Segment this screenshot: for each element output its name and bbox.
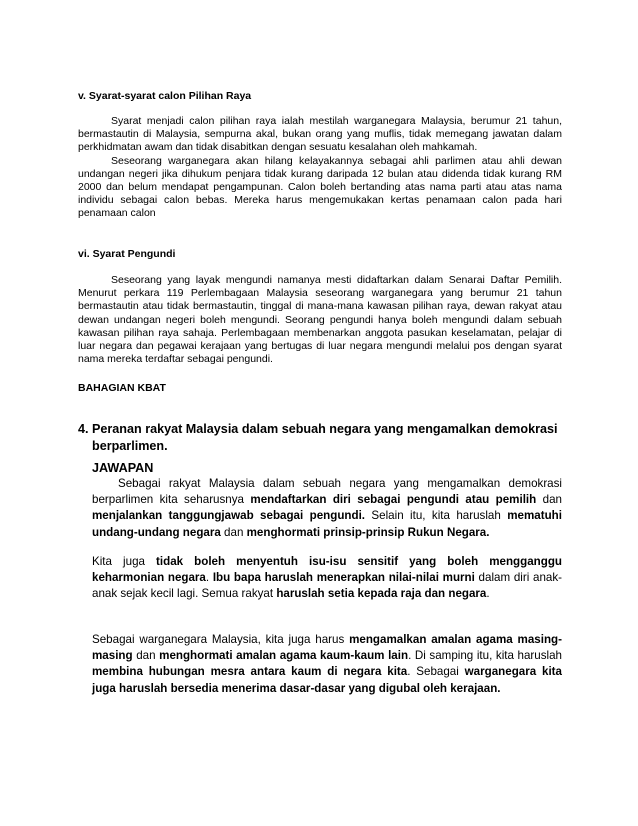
section-v-heading: v. Syarat-syarat calon Pilihan Raya <box>78 90 252 102</box>
answer-p1-bold-1: mendaftarkan diri sebagai pengundi atau pemilih <box>250 493 537 507</box>
answer-p2-bold-1: tidak boleh menyentuh isu-isu sensitif yang boleh mengganggu keharmonian negara <box>92 555 562 585</box>
section-v-paragraph-1: Syarat menjadi calon pilihan raya ialah mestilah warganegara Malaysia, berumur 21 tahun, bermastautin di Malaysia, sempurna akal, bukan orang yang muflis, tidak memegang jawatan dalam perkhidmatan awam dan tidak disabitkan dengan sesuatu kesalahan oleh mahkamah. <box>78 115 562 154</box>
question-line-2: berparlimen. <box>92 439 168 453</box>
answer-p2-text-4: . <box>486 587 490 601</box>
question-number: 4. <box>78 422 89 436</box>
answer-p2-text-2: . <box>205 571 213 585</box>
answer-p3-bold-4: warganegara kita juga haruslah bersedia menerima dasar-dasar yang digubal oleh kerajaan. <box>92 665 562 695</box>
answer-p2-text-1: Kita juga <box>92 555 157 568</box>
answer-p1-bold-4: menghormati prinsip-prinsip Rukun Negara. <box>246 525 490 539</box>
section-vi-heading: vi. Syarat Pengundi <box>78 248 176 260</box>
answer-p3-text-2: dan <box>132 649 160 663</box>
answer-p1-text-2: dan <box>536 493 562 507</box>
answer-p2-bold-2: Ibu bapa haruslah menerapkan nilai-nilai murni <box>212 571 475 585</box>
section-vi-paragraph-1: Seseorang yang layak mengundi namanya mesti didaftarkan dalam Senarai Daftar Pemilih. Menurut perkara 119 Perlembagaan Malaysia seseorang warganegara yang berumur 21 tahun bermastautin atau tidak bermastautin, tinggal di mana-mana kawasan pilihan raya, dewan rakyat atau dewan undangan negeri boleh mengundi. Seorang pengundi hanya boleh mengundi dalam sebuah kawasan pilihan raya sahaja. Perlembagaan membenarkan anggota pasukan keselamatan, pelajar di luar negara dan pegawai kerajaan yang bertugas di luar negara mengundi melalui pos dengan syarat nama mereka terdaftar sebagai pengundi. <box>78 274 562 366</box>
answer-p2-text-3: dalam diri anak-anak sejak kecil lagi. Semua rakyat <box>92 571 563 601</box>
answer-p3-bold-1: mengamalkan amalan agama masing-masing <box>92 633 562 663</box>
answer-p1-text-4: dan <box>220 525 247 539</box>
answer-paragraph-1 <box>92 476 562 541</box>
answer-p1-text-3: Selain itu, kita haruslah <box>365 509 508 523</box>
answer-p1-text-1: Sebagai rakyat Malaysia dalam sebuah negara yang mengamalkan demokrasi berparlimen kita seharusnya <box>92 477 562 507</box>
question-line-1: Peranan rakyat Malaysia dalam sebuah negara yang mengamalkan demokrasi <box>92 422 558 436</box>
answer-p2-bold-3: haruslah setia kepada raja dan negara <box>276 587 487 601</box>
answer-p3-text-3: . Di samping itu, kita haruslah <box>408 649 563 663</box>
section-vi-body <box>78 274 562 366</box>
question-heading <box>78 421 562 455</box>
answer-p3-text-4: . Sebagai <box>407 665 465 679</box>
section-v-paragraph-2: Seseorang warganegara akan hilang kelayakannya sebagai ahli parlimen atau ahli dewan undangan negeri jika dihukum penjara tidak kurang daripada 12 bulan atau didenda tidak kurang RM 2000 dan belum mendapat pengampunan. Calon boleh bertanding atas nama parti atau atas nama individu sebagai calon bebas. Mereka harus mengemukakan kertas penamaan calon pada hari penamaan calon <box>78 154 562 220</box>
kbat-heading: BAHAGIAN KBAT <box>78 382 166 394</box>
section-v-body <box>78 115 562 221</box>
answer-p1-bold-3: mematuhi undang-undang negara <box>92 509 562 539</box>
answer-paragraph-3 <box>92 632 562 697</box>
answer-p3-bold-2: menghormati amalan agama kaum-kaum lain <box>159 649 409 663</box>
answer-p1-bold-2: menjalankan tanggungjawab sebagai pengundi. <box>92 509 366 523</box>
answer-label: JAWAPAN <box>92 461 154 475</box>
answer-p3-bold-3: membina hubungan mesra antara kaum di negara kita <box>92 665 408 679</box>
answer-paragraph-2 <box>92 554 562 603</box>
answer-p3-text-1: Sebagai warganegara Malaysia, kita juga harus <box>92 633 350 646</box>
